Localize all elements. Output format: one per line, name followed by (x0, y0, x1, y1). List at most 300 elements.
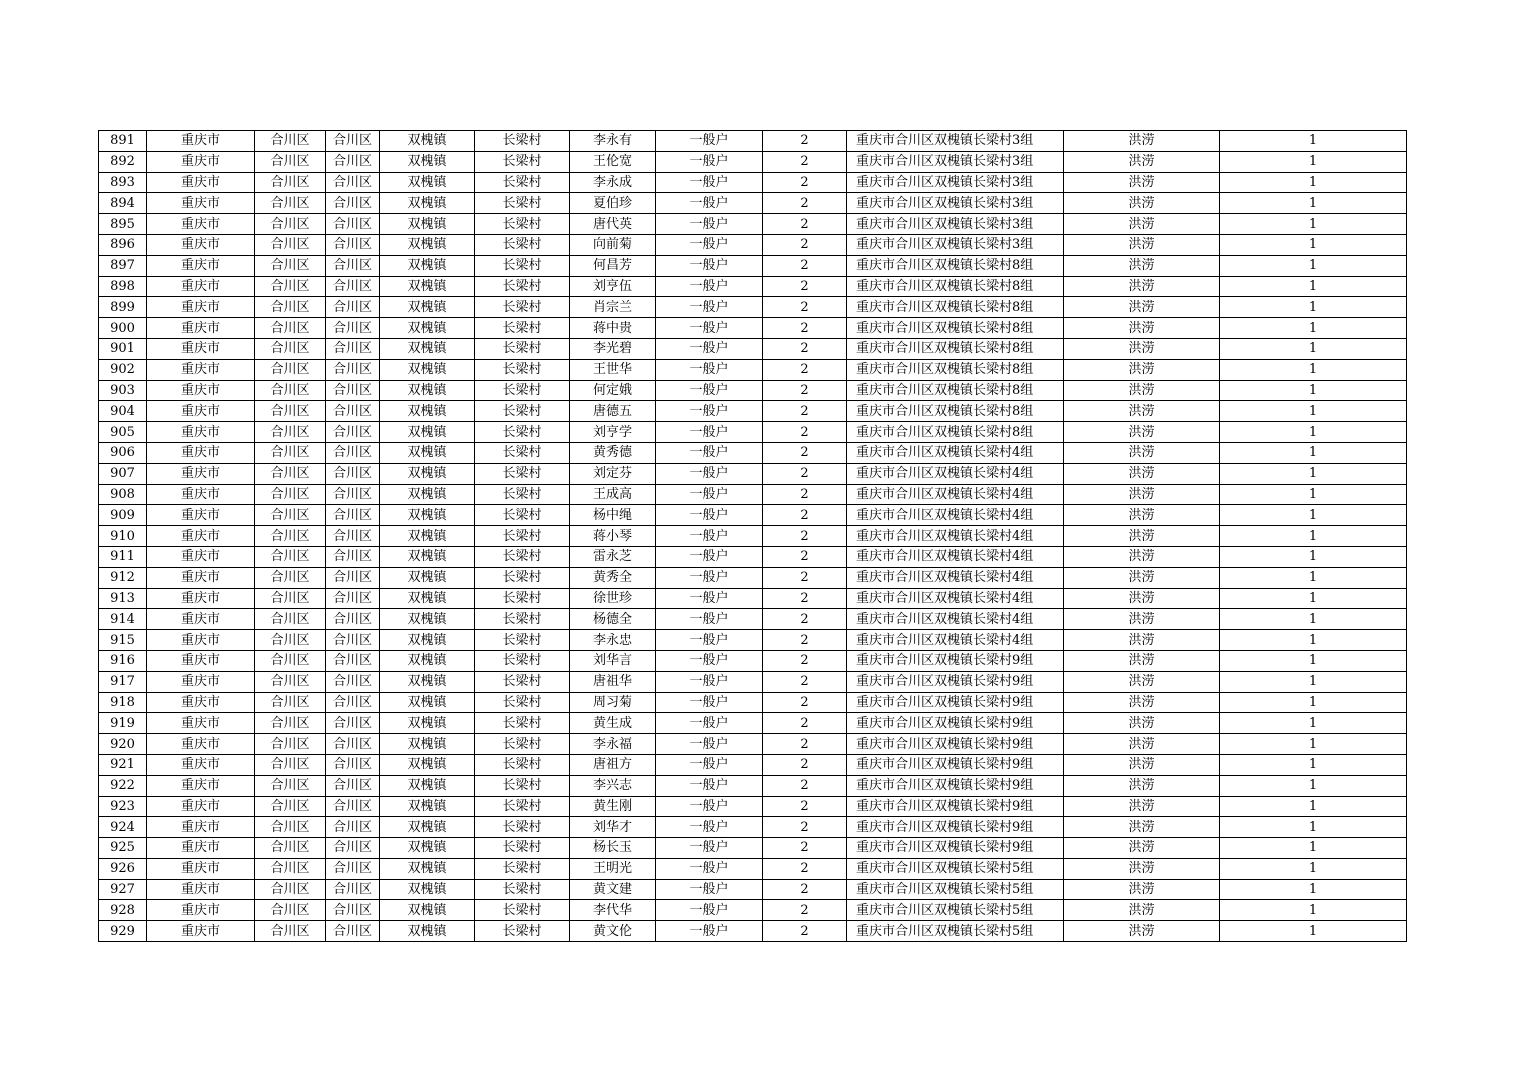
city-cell: 重庆市 (147, 796, 255, 817)
address-cell: 重庆市合川区双槐镇长梁村9组 (847, 796, 1064, 817)
household-type-cell: 一般户 (656, 484, 763, 505)
count-cell: 2 (763, 297, 847, 318)
disaster-type-cell: 洪涝 (1064, 609, 1220, 630)
disaster-type-cell: 洪涝 (1064, 734, 1220, 755)
name-cell: 王明光 (570, 858, 656, 879)
name-cell: 唐祖方 (570, 754, 656, 775)
district-cell: 合川区 (255, 796, 326, 817)
disaster-type-cell: 洪涝 (1064, 401, 1220, 422)
row-number-cell: 918 (99, 692, 147, 713)
disaster-type-cell: 洪涝 (1064, 172, 1220, 193)
address-cell: 重庆市合川区双槐镇长梁村5组 (847, 879, 1064, 900)
town-cell: 双槐镇 (380, 796, 475, 817)
village-cell: 长梁村 (475, 838, 570, 859)
district-cell: 合川区 (255, 921, 326, 942)
town-cell: 双槐镇 (380, 422, 475, 443)
district-cell: 合川区 (255, 609, 326, 630)
disaster-type-cell: 洪涝 (1064, 921, 1220, 942)
row-number-cell: 909 (99, 505, 147, 526)
table-row (99, 817, 1407, 838)
table-row (99, 775, 1407, 796)
district-cell: 合川区 (255, 380, 326, 401)
household-type-cell: 一般户 (656, 713, 763, 734)
village-cell: 长梁村 (475, 234, 570, 255)
row-number-cell: 904 (99, 401, 147, 422)
quantity-cell: 1 (1220, 214, 1407, 235)
household-type-cell: 一般户 (656, 422, 763, 443)
household-type-cell: 一般户 (656, 817, 763, 838)
district-cell: 合川区 (255, 359, 326, 380)
city-cell: 重庆市 (147, 338, 255, 359)
quantity-cell: 1 (1220, 234, 1407, 255)
name-cell: 肖宗兰 (570, 297, 656, 318)
village-cell: 长梁村 (475, 650, 570, 671)
row-number-cell: 923 (99, 796, 147, 817)
disaster-type-cell: 洪涝 (1064, 546, 1220, 567)
address-cell: 重庆市合川区双槐镇长梁村3组 (847, 193, 1064, 214)
city-cell: 重庆市 (147, 858, 255, 879)
name-cell: 李光碧 (570, 338, 656, 359)
household-type-cell: 一般户 (656, 650, 763, 671)
village-cell: 长梁村 (475, 900, 570, 921)
row-number-cell: 911 (99, 546, 147, 567)
address-cell: 重庆市合川区双槐镇长梁村8组 (847, 276, 1064, 297)
disaster-type-cell: 洪涝 (1064, 630, 1220, 651)
table-row (99, 318, 1407, 339)
row-number-cell: 903 (99, 380, 147, 401)
town-cell: 双槐镇 (380, 546, 475, 567)
count-cell: 2 (763, 817, 847, 838)
row-number-cell: 897 (99, 255, 147, 276)
town-cell: 双槐镇 (380, 172, 475, 193)
name-cell: 杨德全 (570, 609, 656, 630)
district-cell: 合川区 (255, 754, 326, 775)
county-cell: 合川区 (326, 131, 380, 152)
address-cell: 重庆市合川区双槐镇长梁村9组 (847, 838, 1064, 859)
county-cell: 合川区 (326, 713, 380, 734)
address-cell: 重庆市合川区双槐镇长梁村5组 (847, 858, 1064, 879)
village-cell: 长梁村 (475, 172, 570, 193)
address-cell: 重庆市合川区双槐镇长梁村8组 (847, 380, 1064, 401)
county-cell: 合川区 (326, 879, 380, 900)
district-cell: 合川区 (255, 588, 326, 609)
quantity-cell: 1 (1220, 422, 1407, 443)
disaster-type-cell: 洪涝 (1064, 193, 1220, 214)
village-cell: 长梁村 (475, 442, 570, 463)
disaster-type-cell: 洪涝 (1064, 359, 1220, 380)
count-cell: 2 (763, 193, 847, 214)
count-cell: 2 (763, 359, 847, 380)
town-cell: 双槐镇 (380, 131, 475, 152)
quantity-cell: 1 (1220, 318, 1407, 339)
address-cell: 重庆市合川区双槐镇长梁村4组 (847, 588, 1064, 609)
quantity-cell: 1 (1220, 380, 1407, 401)
name-cell: 唐代英 (570, 214, 656, 235)
table-row (99, 526, 1407, 547)
row-number-cell: 926 (99, 858, 147, 879)
name-cell: 杨中绳 (570, 505, 656, 526)
district-cell: 合川区 (255, 338, 326, 359)
household-type-cell: 一般户 (656, 193, 763, 214)
address-cell: 重庆市合川区双槐镇长梁村8组 (847, 297, 1064, 318)
village-cell: 长梁村 (475, 318, 570, 339)
county-cell: 合川区 (326, 567, 380, 588)
disaster-type-cell: 洪涝 (1064, 838, 1220, 859)
town-cell: 双槐镇 (380, 609, 475, 630)
table-row (99, 463, 1407, 484)
district-cell: 合川区 (255, 858, 326, 879)
quantity-cell: 1 (1220, 172, 1407, 193)
disaster-type-cell: 洪涝 (1064, 650, 1220, 671)
address-cell: 重庆市合川区双槐镇长梁村8组 (847, 422, 1064, 443)
name-cell: 黄文伦 (570, 921, 656, 942)
household-type-cell: 一般户 (656, 796, 763, 817)
village-cell: 长梁村 (475, 297, 570, 318)
count-cell: 2 (763, 318, 847, 339)
row-number-cell: 924 (99, 817, 147, 838)
town-cell: 双槐镇 (380, 858, 475, 879)
household-type-cell: 一般户 (656, 338, 763, 359)
address-cell: 重庆市合川区双槐镇长梁村3组 (847, 172, 1064, 193)
address-cell: 重庆市合川区双槐镇长梁村4组 (847, 526, 1064, 547)
town-cell: 双槐镇 (380, 463, 475, 484)
city-cell: 重庆市 (147, 193, 255, 214)
city-cell: 重庆市 (147, 671, 255, 692)
address-cell: 重庆市合川区双槐镇长梁村9组 (847, 817, 1064, 838)
row-number-cell: 901 (99, 338, 147, 359)
row-number-cell: 893 (99, 172, 147, 193)
table-row (99, 380, 1407, 401)
village-cell: 长梁村 (475, 505, 570, 526)
district-cell: 合川区 (255, 838, 326, 859)
household-type-cell: 一般户 (656, 858, 763, 879)
table-row (99, 838, 1407, 859)
city-cell: 重庆市 (147, 214, 255, 235)
address-cell: 重庆市合川区双槐镇长梁村5组 (847, 921, 1064, 942)
village-cell: 长梁村 (475, 754, 570, 775)
name-cell: 李永成 (570, 172, 656, 193)
city-cell: 重庆市 (147, 422, 255, 443)
row-number-cell: 915 (99, 630, 147, 651)
disaster-type-cell: 洪涝 (1064, 151, 1220, 172)
name-cell: 王成高 (570, 484, 656, 505)
count-cell: 2 (763, 921, 847, 942)
row-number-cell: 900 (99, 318, 147, 339)
city-cell: 重庆市 (147, 463, 255, 484)
town-cell: 双槐镇 (380, 671, 475, 692)
disaster-type-cell: 洪涝 (1064, 338, 1220, 359)
table-row (99, 921, 1407, 942)
count-cell: 2 (763, 838, 847, 859)
row-number-cell: 919 (99, 713, 147, 734)
household-type-cell: 一般户 (656, 900, 763, 921)
table-row (99, 401, 1407, 422)
city-cell: 重庆市 (147, 567, 255, 588)
county-cell: 合川区 (326, 775, 380, 796)
household-type-cell: 一般户 (656, 255, 763, 276)
name-cell: 李永有 (570, 131, 656, 152)
quantity-cell: 1 (1220, 754, 1407, 775)
county-cell: 合川区 (326, 297, 380, 318)
disaster-type-cell: 洪涝 (1064, 463, 1220, 484)
village-cell: 长梁村 (475, 214, 570, 235)
city-cell: 重庆市 (147, 151, 255, 172)
count-cell: 2 (763, 172, 847, 193)
household-type-cell: 一般户 (656, 921, 763, 942)
district-cell: 合川区 (255, 214, 326, 235)
household-type-cell: 一般户 (656, 505, 763, 526)
county-cell: 合川区 (326, 754, 380, 775)
quantity-cell: 1 (1220, 255, 1407, 276)
name-cell: 李代华 (570, 900, 656, 921)
city-cell: 重庆市 (147, 442, 255, 463)
quantity-cell: 1 (1220, 609, 1407, 630)
count-cell: 2 (763, 630, 847, 651)
name-cell: 向前菊 (570, 234, 656, 255)
town-cell: 双槐镇 (380, 380, 475, 401)
quantity-cell: 1 (1220, 546, 1407, 567)
county-cell: 合川区 (326, 401, 380, 422)
row-number-cell: 892 (99, 151, 147, 172)
quantity-cell: 1 (1220, 338, 1407, 359)
city-cell: 重庆市 (147, 131, 255, 152)
town-cell: 双槐镇 (380, 900, 475, 921)
county-cell: 合川区 (326, 442, 380, 463)
name-cell: 何定娥 (570, 380, 656, 401)
table-row (99, 297, 1407, 318)
count-cell: 2 (763, 380, 847, 401)
household-type-cell: 一般户 (656, 276, 763, 297)
row-number-cell: 928 (99, 900, 147, 921)
quantity-cell: 1 (1220, 817, 1407, 838)
address-cell: 重庆市合川区双槐镇长梁村9组 (847, 671, 1064, 692)
table-row (99, 754, 1407, 775)
row-number-cell: 907 (99, 463, 147, 484)
village-cell: 长梁村 (475, 380, 570, 401)
address-cell: 重庆市合川区双槐镇长梁村8组 (847, 401, 1064, 422)
row-number-cell: 916 (99, 650, 147, 671)
count-cell: 2 (763, 692, 847, 713)
name-cell: 刘亨伍 (570, 276, 656, 297)
city-cell: 重庆市 (147, 505, 255, 526)
district-cell: 合川区 (255, 442, 326, 463)
city-cell: 重庆市 (147, 401, 255, 422)
household-type-cell: 一般户 (656, 463, 763, 484)
town-cell: 双槐镇 (380, 359, 475, 380)
disaster-type-cell: 洪涝 (1064, 297, 1220, 318)
district-cell: 合川区 (255, 297, 326, 318)
name-cell: 刘华才 (570, 817, 656, 838)
town-cell: 双槐镇 (380, 838, 475, 859)
household-type-cell: 一般户 (656, 692, 763, 713)
quantity-cell: 1 (1220, 567, 1407, 588)
quantity-cell: 1 (1220, 671, 1407, 692)
household-type-cell: 一般户 (656, 151, 763, 172)
quantity-cell: 1 (1220, 463, 1407, 484)
address-cell: 重庆市合川区双槐镇长梁村4组 (847, 505, 1064, 526)
city-cell: 重庆市 (147, 692, 255, 713)
city-cell: 重庆市 (147, 484, 255, 505)
address-cell: 重庆市合川区双槐镇长梁村9组 (847, 692, 1064, 713)
county-cell: 合川区 (326, 630, 380, 651)
city-cell: 重庆市 (147, 172, 255, 193)
household-type-cell: 一般户 (656, 546, 763, 567)
table-row (99, 588, 1407, 609)
quantity-cell: 1 (1220, 526, 1407, 547)
row-number-cell: 899 (99, 297, 147, 318)
table-row (99, 193, 1407, 214)
town-cell: 双槐镇 (380, 650, 475, 671)
name-cell: 周习菊 (570, 692, 656, 713)
county-cell: 合川区 (326, 172, 380, 193)
disaster-type-cell: 洪涝 (1064, 526, 1220, 547)
town-cell: 双槐镇 (380, 526, 475, 547)
household-type-cell: 一般户 (656, 838, 763, 859)
town-cell: 双槐镇 (380, 276, 475, 297)
address-cell: 重庆市合川区双槐镇长梁村4组 (847, 630, 1064, 651)
city-cell: 重庆市 (147, 276, 255, 297)
name-cell: 何昌芳 (570, 255, 656, 276)
town-cell: 双槐镇 (380, 713, 475, 734)
county-cell: 合川区 (326, 380, 380, 401)
household-type-cell: 一般户 (656, 879, 763, 900)
disaster-type-cell: 洪涝 (1064, 380, 1220, 401)
quantity-cell: 1 (1220, 484, 1407, 505)
address-cell: 重庆市合川区双槐镇长梁村3组 (847, 234, 1064, 255)
address-cell: 重庆市合川区双槐镇长梁村3组 (847, 214, 1064, 235)
town-cell: 双槐镇 (380, 318, 475, 339)
village-cell: 长梁村 (475, 921, 570, 942)
table-row (99, 422, 1407, 443)
county-cell: 合川区 (326, 526, 380, 547)
quantity-cell: 1 (1220, 297, 1407, 318)
disaster-type-cell: 洪涝 (1064, 692, 1220, 713)
count-cell: 2 (763, 214, 847, 235)
count-cell: 2 (763, 546, 847, 567)
count-cell: 2 (763, 401, 847, 422)
county-cell: 合川区 (326, 609, 380, 630)
row-number-cell: 922 (99, 775, 147, 796)
household-type-cell: 一般户 (656, 609, 763, 630)
quantity-cell: 1 (1220, 276, 1407, 297)
address-cell: 重庆市合川区双槐镇长梁村8组 (847, 338, 1064, 359)
count-cell: 2 (763, 276, 847, 297)
village-cell: 长梁村 (475, 858, 570, 879)
village-cell: 长梁村 (475, 671, 570, 692)
district-cell: 合川区 (255, 817, 326, 838)
county-cell: 合川区 (326, 692, 380, 713)
quantity-cell: 1 (1220, 588, 1407, 609)
village-cell: 长梁村 (475, 338, 570, 359)
table-row (99, 172, 1407, 193)
disaster-type-cell: 洪涝 (1064, 879, 1220, 900)
row-number-cell: 921 (99, 754, 147, 775)
table-body (99, 131, 1407, 942)
table-row (99, 879, 1407, 900)
town-cell: 双槐镇 (380, 151, 475, 172)
table-row (99, 359, 1407, 380)
disaster-type-cell: 洪涝 (1064, 131, 1220, 152)
village-cell: 长梁村 (475, 692, 570, 713)
quantity-cell: 1 (1220, 505, 1407, 526)
count-cell: 2 (763, 234, 847, 255)
count-cell: 2 (763, 713, 847, 734)
district-cell: 合川区 (255, 255, 326, 276)
city-cell: 重庆市 (147, 318, 255, 339)
name-cell: 刘亨学 (570, 422, 656, 443)
village-cell: 长梁村 (475, 567, 570, 588)
village-cell: 长梁村 (475, 734, 570, 755)
village-cell: 长梁村 (475, 713, 570, 734)
district-cell: 合川区 (255, 484, 326, 505)
count-cell: 2 (763, 796, 847, 817)
row-number-cell: 929 (99, 921, 147, 942)
county-cell: 合川区 (326, 546, 380, 567)
name-cell: 夏伯珍 (570, 193, 656, 214)
city-cell: 重庆市 (147, 734, 255, 755)
county-cell: 合川区 (326, 734, 380, 755)
name-cell: 蒋小琴 (570, 526, 656, 547)
table-row (99, 276, 1407, 297)
village-cell: 长梁村 (475, 484, 570, 505)
name-cell: 蒋中贵 (570, 318, 656, 339)
village-cell: 长梁村 (475, 879, 570, 900)
quantity-cell: 1 (1220, 734, 1407, 755)
quantity-cell: 1 (1220, 796, 1407, 817)
county-cell: 合川区 (326, 671, 380, 692)
district-cell: 合川区 (255, 713, 326, 734)
table-row (99, 442, 1407, 463)
address-cell: 重庆市合川区双槐镇长梁村4组 (847, 442, 1064, 463)
table-row (99, 713, 1407, 734)
disaster-type-cell: 洪涝 (1064, 713, 1220, 734)
count-cell: 2 (763, 734, 847, 755)
county-cell: 合川区 (326, 463, 380, 484)
city-cell: 重庆市 (147, 754, 255, 775)
household-type-cell: 一般户 (656, 131, 763, 152)
district-cell: 合川区 (255, 546, 326, 567)
address-cell: 重庆市合川区双槐镇长梁村9组 (847, 713, 1064, 734)
district-cell: 合川区 (255, 879, 326, 900)
name-cell: 李兴志 (570, 775, 656, 796)
household-type-cell: 一般户 (656, 234, 763, 255)
town-cell: 双槐镇 (380, 505, 475, 526)
town-cell: 双槐镇 (380, 692, 475, 713)
household-type-cell: 一般户 (656, 359, 763, 380)
row-number-cell: 891 (99, 131, 147, 152)
table-row (99, 796, 1407, 817)
city-cell: 重庆市 (147, 546, 255, 567)
address-cell: 重庆市合川区双槐镇长梁村8组 (847, 359, 1064, 380)
county-cell: 合川区 (326, 900, 380, 921)
disaster-type-cell: 洪涝 (1064, 255, 1220, 276)
table-row (99, 131, 1407, 152)
county-cell: 合川区 (326, 276, 380, 297)
village-cell: 长梁村 (475, 775, 570, 796)
county-cell: 合川区 (326, 796, 380, 817)
household-type-cell: 一般户 (656, 401, 763, 422)
district-cell: 合川区 (255, 630, 326, 651)
address-cell: 重庆市合川区双槐镇长梁村4组 (847, 546, 1064, 567)
county-cell: 合川区 (326, 318, 380, 339)
quantity-cell: 1 (1220, 151, 1407, 172)
quantity-cell: 1 (1220, 401, 1407, 422)
district-cell: 合川区 (255, 172, 326, 193)
table-row (99, 505, 1407, 526)
row-number-cell: 894 (99, 193, 147, 214)
name-cell: 王伦宽 (570, 151, 656, 172)
disaster-type-cell: 洪涝 (1064, 900, 1220, 921)
